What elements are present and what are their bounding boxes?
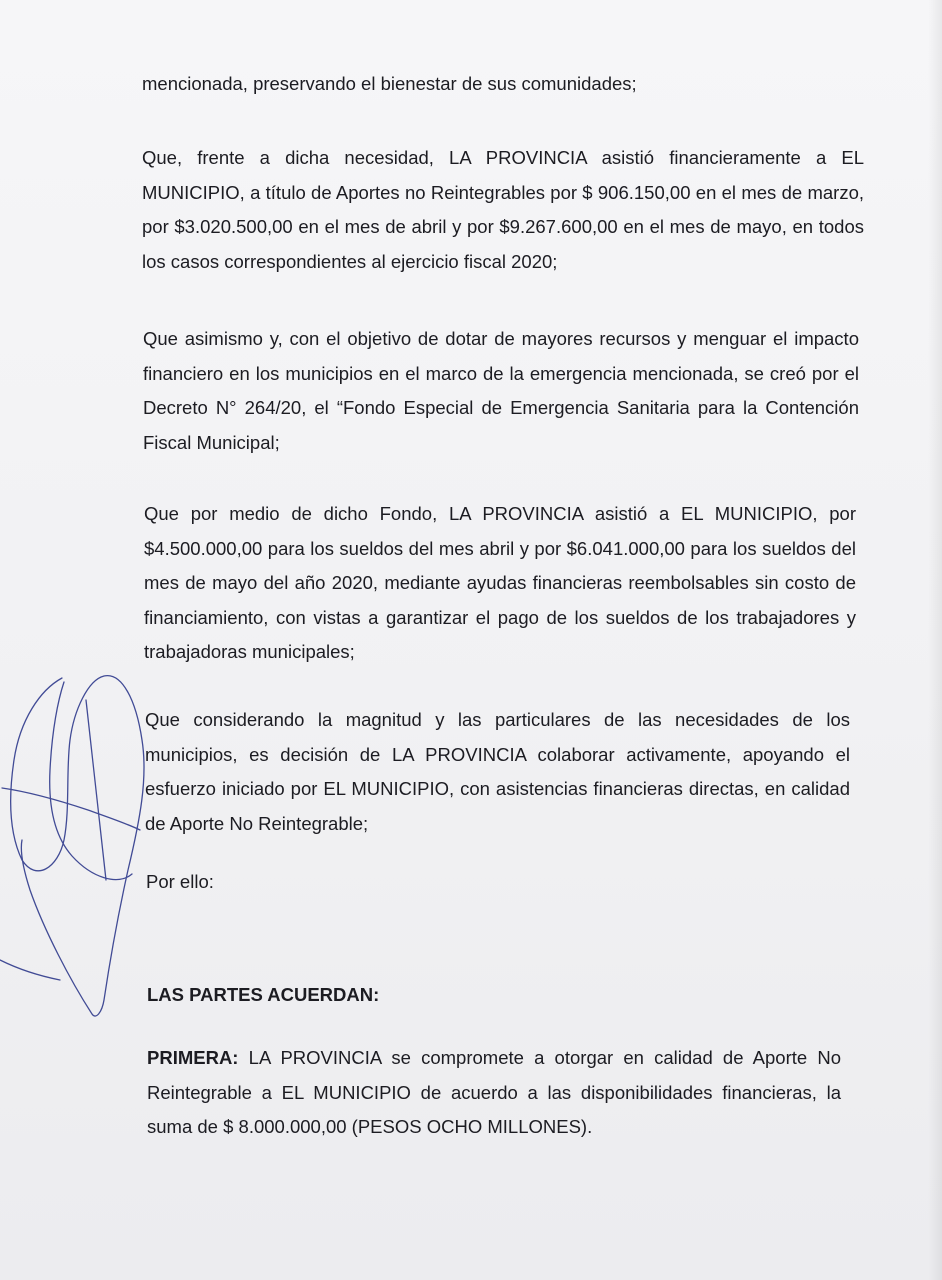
paragraph-mencionada: mencionada, preservando el bienestar de sus comunidades; <box>142 73 637 94</box>
paragraph-aportes-no-reintegrables: Que, frente a dicha necesidad, LA PROVINCIA asistió financieramente a EL MUNICIPIO, a título de Aportes no Reintegrables por $ 906.150,00 en el mes de marzo, por $3.020.500,00 en el mes de abril y por $9.267.600,00 en el mes de mayo, en todos los casos correspondientes al ejercicio fiscal 2020; <box>142 147 864 272</box>
page-edge-shadow <box>928 0 942 1280</box>
clause-text: LA PROVINCIA se compromete a otorgar en calidad de Aporte No Reintegrable a EL MUNICIPIO de acuerdo a las disponibilidades financieras, la suma de $ 8.000.000,00 (PESOS OCHO MILLONES). <box>147 1047 841 1137</box>
clause-label: PRIMERA: <box>147 1047 239 1068</box>
paragraph-ayudas-financieras: Que por medio de dicho Fondo, LA PROVINCIA asistió a EL MUNICIPIO, por $4.500.000,00 para los sueldos del mes abril y por $6.041.000,00 para los sueldos del mes de mayo del año 2020, mediante ayudas financieras reembolsables sin costo de financiamiento, con vistas a garantizar el pago de los sueldos de los trabajadores y trabajadoras municipales; <box>144 503 856 662</box>
clause-primera <box>147 1041 841 1145</box>
paragraph-por-ello: Por ello: <box>146 871 214 892</box>
paragraph-considerando: Que considerando la magnitud y las particulares de las necesidades de los municipios, es decisión de LA PROVINCIA colaborar activamente, apoyando el esfuerzo iniciado por EL MUNICIPIO, con asistencias financieras directas, en calidad de Aporte No Reintegrable; <box>145 709 850 834</box>
section-heading: LAS PARTES ACUERDAN: <box>147 984 380 1005</box>
paragraph-fondo-especial: Que asimismo y, con el objetivo de dotar de mayores recursos y menguar el impacto financiero en los municipios en el marco de la emergencia mencionada, se creó por el Decreto N° 264/20, el “Fondo Especial de Emergencia Sanitaria para la Contención Fiscal Municipal; <box>143 328 859 453</box>
